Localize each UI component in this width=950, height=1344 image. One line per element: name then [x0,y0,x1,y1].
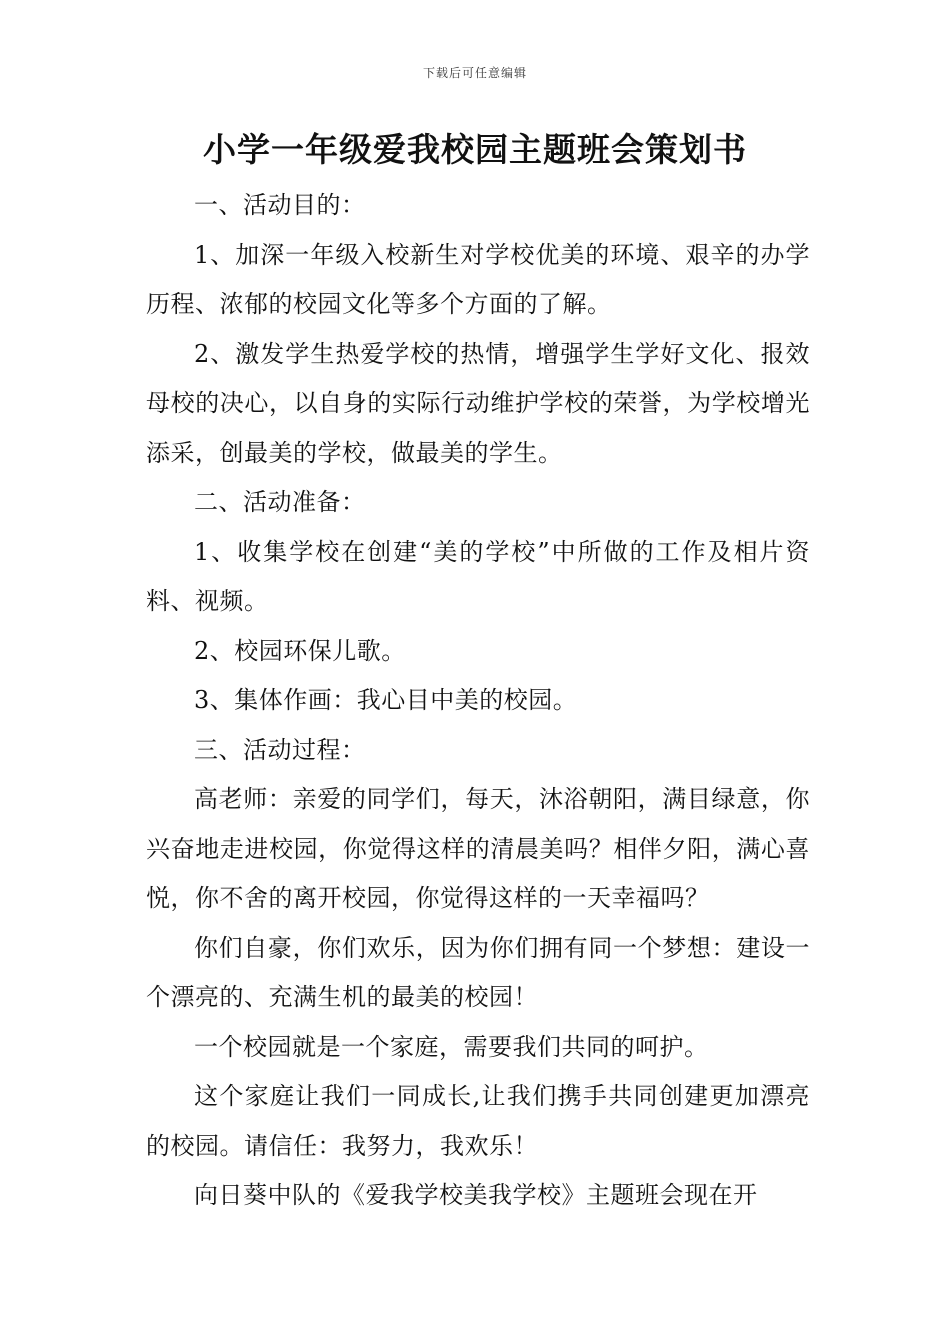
section-heading-preparation: 二、活动准备： [194,488,366,516]
paragraph: 这个家庭让我们一同成长,让我们携手共同创建更加漂亮的校园。请信任：我努力，我欢乐！ [146,1082,810,1160]
header-note: 下载后可任意编辑 [422,66,527,80]
paragraph: 2、激发学生热爱学校的热情，增强学生学好文化、报效母校的决心，以自身的实际行动维护学校的荣誉，为学校增光添采，创最美的学校，做最美的学生。 [146,339,810,467]
paragraph: 高老师：亲爱的同学们，每天，沐浴朝阳，满目绿意，你兴奋地走进校园，你觉得这样的清晨美吗？相伴夕阳，满心喜悦，你不舍的离开校园，你觉得这样的一天幸福吗？ [146,785,810,912]
paragraph: 3、集体作画：我心目中美的校园。 [194,686,578,714]
paragraph: 一个校园就是一个家庭，需要我们共同的呵护。 [194,1032,709,1061]
section-heading-process: 三、活动过程： [194,735,366,764]
paragraph: 向日葵中队的《爱我学校美我学校》主题班会现在开 [194,1181,758,1209]
paragraph: 2、校园环保儿歌。 [194,636,406,665]
paragraph: 你们自豪，你们欢乐，因为你们拥有同一个梦想：建设一个漂亮的、充满生机的最美的校园！ [146,933,810,1011]
document-body [146,181,810,1221]
document-title: 小学一年级爱我校园主题班会策划书 [203,130,747,169]
paragraph: 1、收集学校在创建“美的学校”中所做的工作及相片资料、视频。 [146,537,810,615]
section-heading-purpose: 一、活动目的： [194,191,366,219]
paragraph: 1、加深一年级入校新生对学校优美的环境、艰辛的办学历程、浓郁的校园文化等多个方面的了解。 [146,240,810,318]
